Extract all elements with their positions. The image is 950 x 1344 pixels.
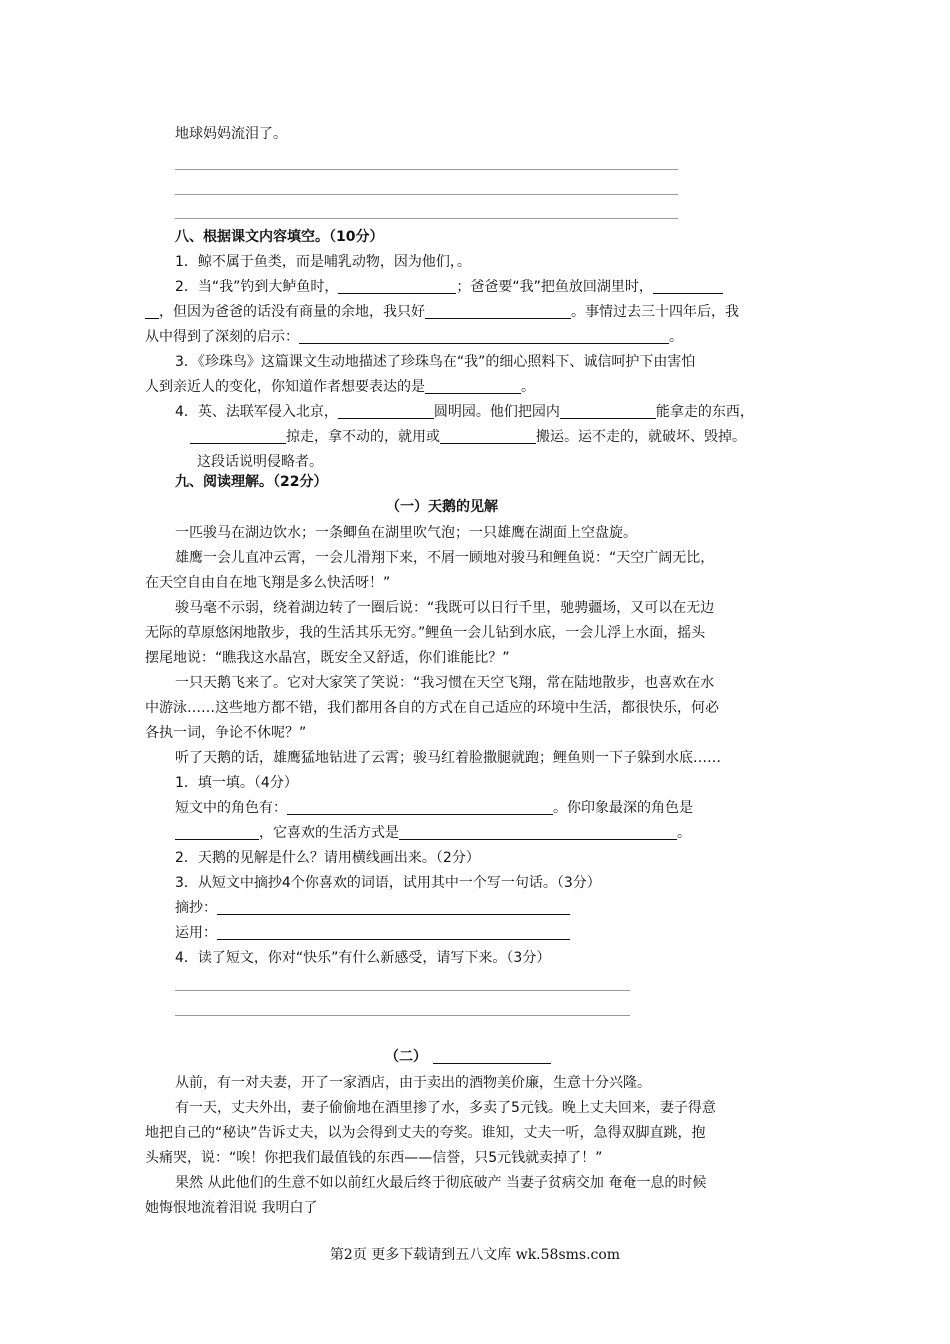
blank[interactable] — [653, 277, 723, 294]
blank[interactable] — [560, 402, 656, 419]
section-9-heading: 九、阅读理解。（22分） — [175, 474, 328, 490]
p1-question-1-line1: 短文中的角色有： 。你印象最深的角色是 — [175, 800, 693, 816]
blank[interactable] — [190, 427, 286, 444]
s8-question-2-line2: ，但因为爸爸的话没有商量的余地，我只好 。事情过去三十四年后，我 — [145, 302, 739, 322]
passage-1-line: 中游泳……这些地方都不错，我们都用各自的方式在自己适应的环境中生活，都很快乐，何必 — [145, 700, 719, 716]
blank[interactable] — [217, 923, 570, 940]
passage-1-line: 摆尾地说：“瞧我这水晶宫，既安全又舒适，你们谁能比？” — [145, 650, 510, 666]
passage-2-line: 有一天，丈夫外出，妻子偷偷地在酒里掺了水，多卖了5元钱。晚上丈夫回来，妻子得意 — [175, 1100, 716, 1116]
blank[interactable] — [425, 377, 521, 394]
passage-1-line: 一只天鹅飞来了。它对大家笑了笑说：“我习惯在天空飞翔，常在陆地散步，也喜欢在水 — [175, 675, 715, 691]
passage-1-line: 一匹骏马在湖边饮水；一条鲫鱼在湖里吹气泡；一只雄鹰在湖面上空盘旋。 — [175, 525, 637, 541]
answer-line[interactable] — [175, 169, 678, 170]
blank[interactable] — [338, 402, 434, 419]
passage-2-line: 她悔恨地流着泪说 我明白了 — [145, 1200, 318, 1216]
blank[interactable] — [217, 898, 570, 915]
passage-1-line: 听了天鹅的话，雄鹰猛地钻进了云霄；骏马红着脸撒腿就跑；鲤鱼则一下子躲到水底…… — [175, 750, 721, 766]
blank[interactable] — [175, 823, 259, 840]
blank[interactable] — [440, 427, 536, 444]
answer-line[interactable] — [175, 218, 678, 219]
section-8-heading: 八、根据课文内容填空。（10分） — [175, 229, 384, 245]
p1-question-1: 1．填一填。（4分） — [175, 775, 298, 791]
title-blank[interactable] — [433, 1047, 551, 1064]
s8-question-1: 1．鲸不属于鱼类，而是哺乳动物，因为他们，。 — [175, 254, 471, 270]
blank[interactable] — [338, 277, 456, 294]
s8-question-3-line2: 人到亲近人的变化，你知道作者想要表达的是 。 — [145, 379, 535, 395]
s8-question-4-line2: 掠走，拿不动的，就用或 搬运。运不走的，就破坏、毁掉。 — [190, 427, 746, 447]
passage-2-line: 从前，有一对夫妻，开了一家酒店，由于卖出的酒物美价廉，生意十分兴隆。 — [175, 1075, 651, 1091]
passage-1-line: 雄鹰一会儿直冲云霄，一会儿滑翔下来，不屑一顾地对骏马和鲤鱼说：“天空广阔无比， — [175, 550, 715, 566]
passage-2-line: 地把自己的“秘诀”告诉丈夫，以为会得到丈夫的夸奖。谁知，丈夫一听，急得双脚直跳，抱 — [145, 1125, 706, 1141]
p1-question-2: 2．天鹅的见解是什么？请用横线画出来。（2分） — [175, 850, 480, 866]
blank[interactable] — [287, 798, 553, 815]
s8-question-2-line3: 从中得到了深刻的启示： 。 — [145, 329, 683, 345]
page-footer: 第2页 更多下载请到五八文库 wk.58sms.com — [329, 1247, 621, 1263]
passage-1-line: 各执一词，争论不休呢？” — [145, 725, 307, 741]
s8-question-4-line3: 这段话说明侵略者。 — [197, 454, 323, 470]
blank[interactable] — [399, 823, 677, 840]
p1-question-3: 3．从短文中摘抄4个你喜欢的词语，试用其中一个写一句话。（3分） — [175, 875, 601, 891]
s8-question-3: 3．《珍珠鸟》这篇课文生动地描述了珍珠鸟在“我”的细心照料下、诚信呵护下由害怕 — [175, 354, 696, 370]
answer-line[interactable] — [175, 1015, 630, 1016]
p1-question-1-line2: ，它喜欢的生活方式是 。 — [175, 823, 691, 843]
answer-line[interactable] — [175, 194, 678, 195]
passage-1-line: 骏马毫不示弱，绕着湖边转了一圈后说：“我既可以日行千里，驰骋疆场，又可以在无边 — [175, 600, 715, 616]
p1-question-4: 4．读了短文，你对“快乐”有什么新感受，请写下来。（3分） — [175, 950, 551, 966]
blank[interactable] — [425, 302, 571, 319]
s8-question-4: 4．英、法联军侵入北京， 圆明园。他们把园内 能拿走的东西， — [175, 404, 754, 420]
passage-1-line: 无际的草原悠闲地散步，我的生活其乐无穷。”鲤鱼一会儿钻到水底，一会儿浮上水面，摇头 — [145, 625, 706, 641]
p1-question-3-copy: 摘抄： — [175, 898, 570, 918]
blank[interactable] — [145, 302, 159, 319]
passage-2-line: 果然 从此他们的生意不如以前红火最后终于彻底破产 当妻子贫病交加 奄奄一息的时候 — [175, 1175, 707, 1191]
s8-question-2: 2．当“我”钓到大鲈鱼时， ；爸爸要“我”把鱼放回湖里时， — [175, 277, 723, 297]
blank[interactable] — [299, 327, 669, 344]
passage-2-title: （二） — [385, 1047, 551, 1067]
passage-1-title: （一）天鹅的见解 — [386, 499, 498, 515]
passage-1-line: 在天空自由自在地飞翔是多么快活呀！” — [145, 575, 391, 591]
passage-2-line: 头痛哭，说：“唉！你把我们最值钱的东西——信誉，只5元钱就卖掉了！” — [145, 1150, 603, 1166]
intro-continuation: 地球妈妈流泪了。 — [175, 126, 287, 142]
answer-line[interactable] — [175, 990, 630, 991]
p1-question-3-use: 运用： — [175, 923, 570, 943]
